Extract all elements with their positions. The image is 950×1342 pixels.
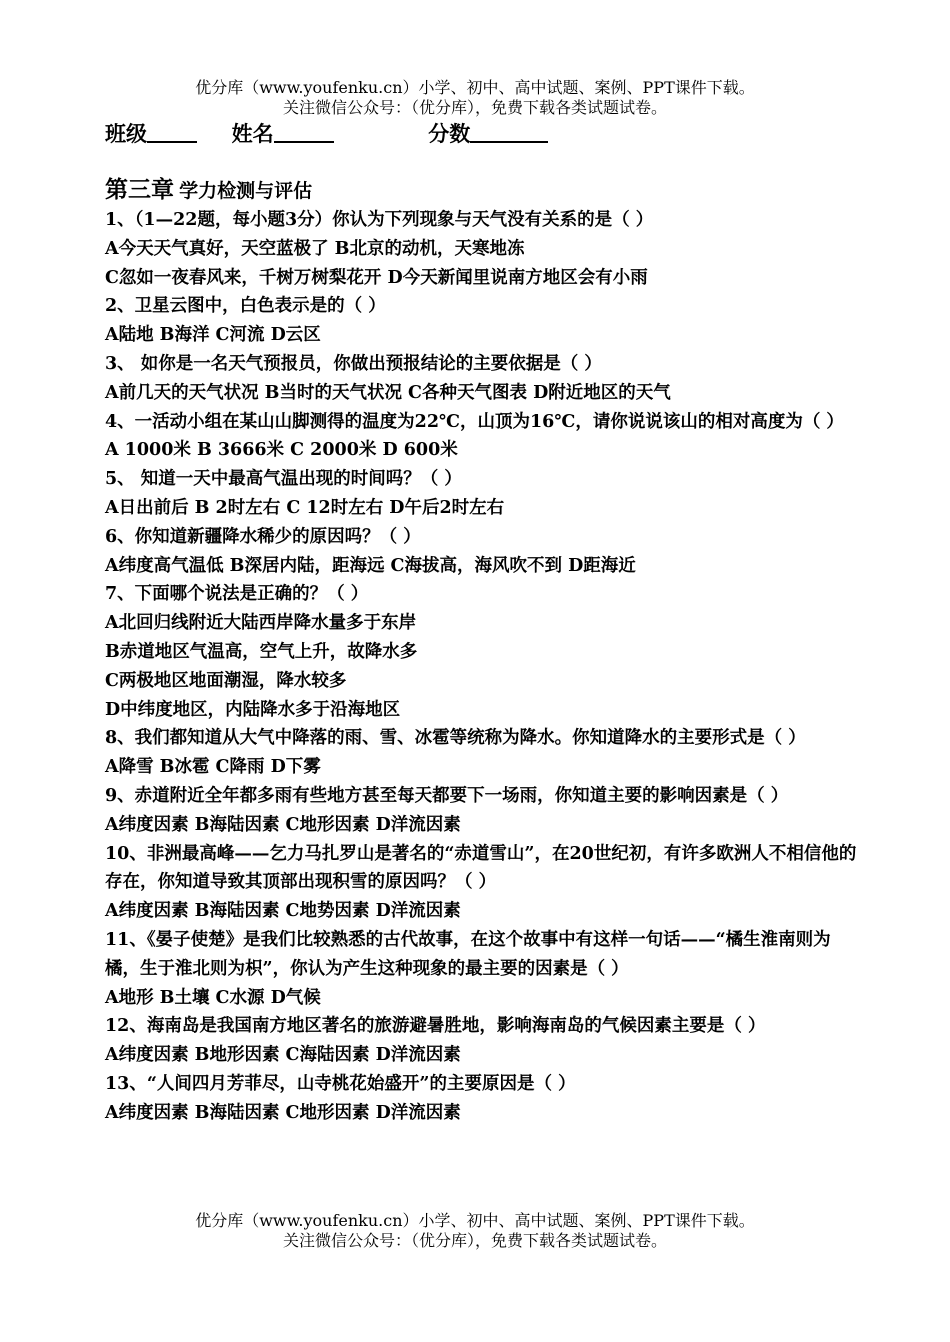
question-3: 3、 如你是一名天气预报员，你做出预报结论的主要依据是（ ） (105, 353, 602, 374)
question-9-options: A纬度因素 B海陆因素 C地形因素 D洋流因素 (105, 814, 461, 835)
question-7: 7、下面哪个说法是正确的？（ ） (105, 584, 369, 605)
class-label: 班级 (105, 121, 147, 146)
question-8-options: A降雪 B冰雹 C降雨 D下雾 (105, 757, 321, 778)
question-8: 8、我们都知道从大气中降落的雨、雪、冰雹等统称为降水。你知道降水的主要形式是（ ） (105, 728, 806, 749)
chapter-heading (105, 174, 865, 206)
question-13-options: A纬度因素 B海陆因素 C地形因素 D洋流因素 (105, 1102, 461, 1123)
question-3-options: A前几天的天气状况 B当时的天气状况 C各种天气图表 D附近地区的天气 (105, 382, 671, 403)
question-10-options: A纬度因素 B海陆因素 C地势因素 D洋流因素 (105, 901, 461, 922)
question-4-options: A 1000米 B 3666米 C 2000米 D 600米 (105, 440, 458, 461)
header-line-2: 关注微信公众号：（优分库），免费下载各类试题试卷。 (282, 98, 667, 117)
question-12: 12、海南岛是我国南方地区著名的旅游避暑胜地，影响海南岛的气候因素主要是（ ） (105, 1016, 766, 1037)
question-1-options-ab: A今天天气真好，天空蓝极了 B北京的动机，天寒地冻 (105, 238, 525, 259)
question-1-options-cd: C忽如一夜春风来，千树万树梨花开 D今天新闻里说南方地区会有小雨 (105, 267, 648, 288)
question-6: 6、你知道新疆降水稀少的原因吗？（ ） (105, 526, 421, 547)
question-7-option-c: C两极地区地面潮湿，降水较多 (105, 670, 347, 691)
chapter-subtitle: 学力检测与评估 (179, 180, 313, 202)
question-11-options: A地形 B土壤 C水源 D气候 (105, 987, 321, 1008)
name-blank (274, 119, 334, 143)
question-7-option-d: D中纬度地区，内陆降水多于沿海地区 (105, 699, 401, 720)
question-7-option-a: A北回归线附近大陆西岸降水量多于东岸 (105, 613, 417, 634)
name-label: 姓名 (231, 121, 274, 146)
class-blank (147, 119, 197, 143)
question-1: 1、（1—22题，每小题3分）你认为下列现象与天气没有关系的是（ ） (105, 210, 654, 230)
question-10: 10、非洲最高峰——乞力马扎罗山是著名的“赤道雪山”，在20世纪初，有许多欧洲人不相信他的存在，你知道导致其顶部出现积雪的原因吗？（ ） (105, 843, 857, 893)
header-line-1: 优分库（www.youfenku.cn）小学、初中、高中试题、案例、PPT课件下载。 (195, 78, 755, 97)
footer-line-2: 关注微信公众号：（优分库），免费下载各类试题试卷。 (282, 1231, 667, 1250)
score-label: 分数 (428, 121, 471, 146)
question-2-options: A陆地 B海洋 C河流 D云区 (105, 325, 321, 346)
footer-line-1: 优分库（www.youfenku.cn）小学、初中、高中试题、案例、PPT课件下载。 (195, 1211, 755, 1230)
question-7-option-b: B赤道地区气温高，空气上升，故降水多 (105, 641, 418, 662)
score-blank (470, 119, 548, 143)
question-13: 13、“人间四月芳菲尽，山寺桃花始盛开”的主要原因是（ ） (105, 1073, 576, 1094)
document-body (105, 118, 865, 1128)
chapter-title: 第三章 (105, 176, 174, 203)
student-info-row (105, 118, 865, 150)
question-11: 11、《晏子使楚》是我们比较熟悉的古代故事，在这个故事中有这样一句话——“橘生淮南则为橘，生于淮北则为枳”，你认为产生这种现象的最主要的因素是（ ） (105, 929, 831, 979)
question-12-options: A纬度因素 B地形因素 C海陆因素 D洋流因素 (105, 1045, 461, 1066)
question-6-options: A纬度高气温低 B深居内陆，距海远 C海拔高，海风吹不到 D距海近 (105, 555, 636, 576)
question-9: 9、赤道附近全年都多雨有些地方甚至每天都要下一场雨，你知道主要的影响因素是（ ） (105, 785, 789, 806)
question-4: 4、一活动小组在某山山脚测得的温度为22℃，山顶为16℃，请你说说该山的相对高度为（ ） (105, 411, 844, 432)
question-5-options: A日出前后 B 2时左右 C 12时左右 D午后2时左右 (105, 497, 505, 518)
question-2: 2、卫星云图中，白色表示是的（ ） (105, 296, 386, 317)
question-5: 5、 知道一天中最高气温出现的时间吗？（ ） (105, 469, 462, 490)
